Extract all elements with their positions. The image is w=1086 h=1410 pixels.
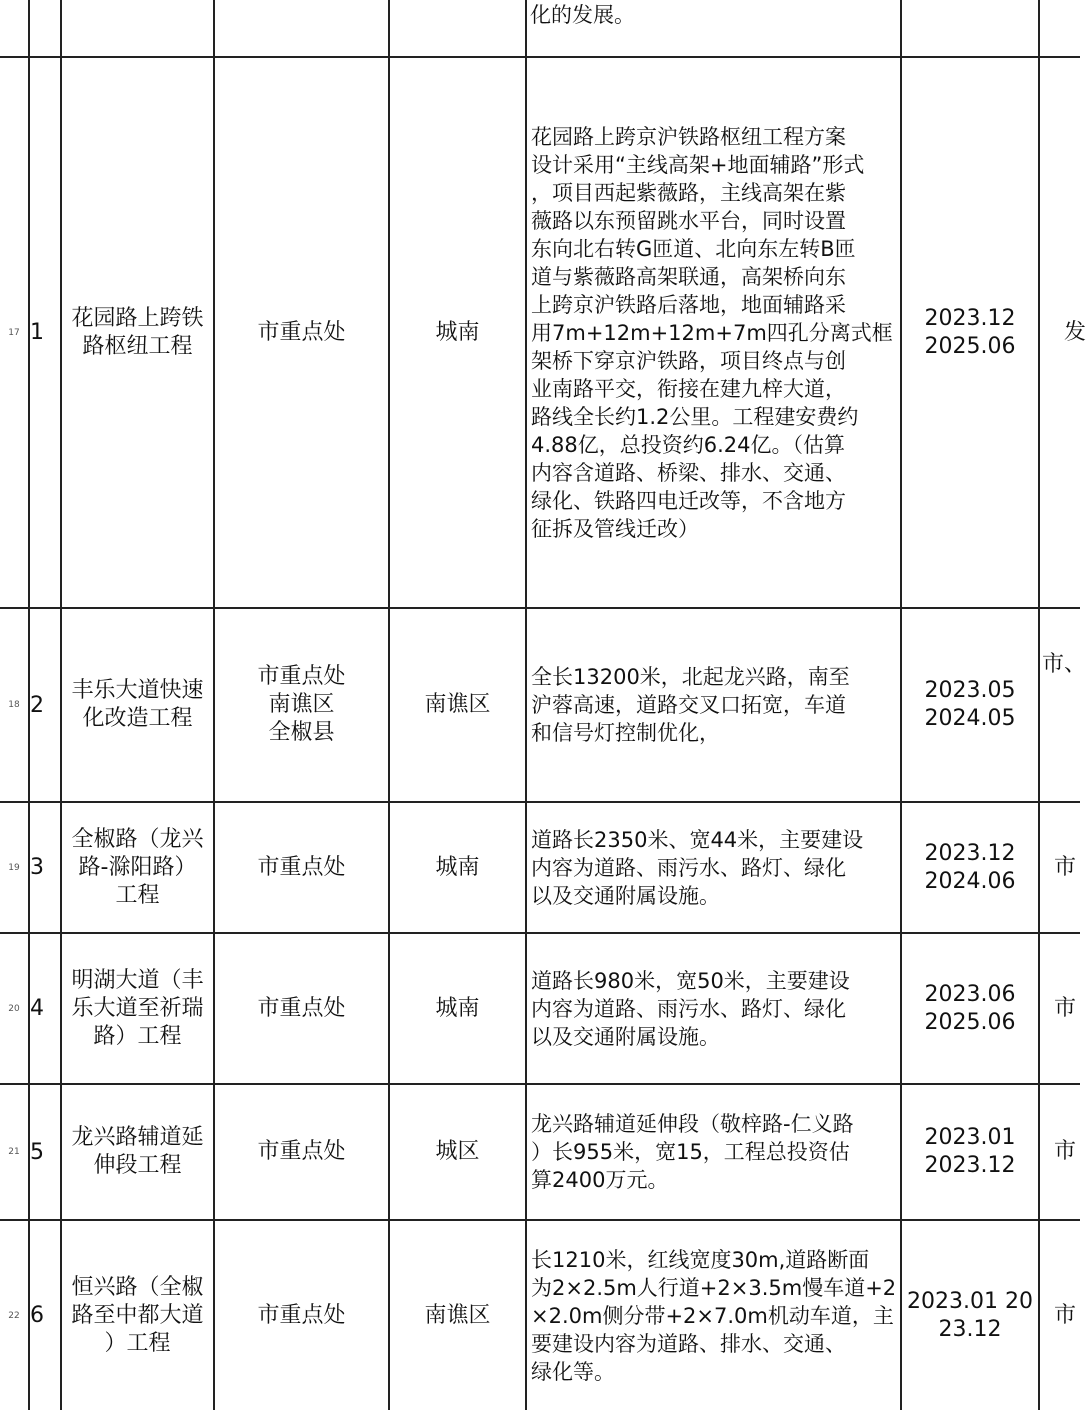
district: 南谯区 bbox=[424, 692, 491, 717]
truncated-column: 市 bbox=[1054, 1302, 1077, 1328]
table-row[interactable] bbox=[0, 1085, 1080, 1219]
truncated-column: 发 bbox=[1064, 319, 1086, 345]
sequence-number: 3 bbox=[30, 855, 44, 880]
sequence-number: 5 bbox=[30, 1139, 44, 1165]
excel-row-number[interactable]: 20 bbox=[8, 1003, 20, 1014]
excel-row-number[interactable]: 18 bbox=[8, 700, 20, 710]
project-description: 长1210米，红线宽度30m,道路断面 为2×2.5m人行道+2×3.5m慢车道+2 ×2.0m侧分带+2×7.0m机动车道，主 要建设内容为道路、排水、交通、 绿化等。 bbox=[531, 1247, 897, 1384]
truncated-column: 市 bbox=[1054, 995, 1077, 1021]
sequence-number: 6 bbox=[30, 1303, 44, 1328]
responsible-unit: 市重点处 南谯区 全椒县 bbox=[257, 664, 346, 745]
project-name: 恒兴路（全椒 路至中都大道 ）工程 bbox=[71, 1274, 204, 1356]
excel-row-number[interactable]: 22 bbox=[8, 1310, 20, 1321]
table-row-partial bbox=[0, 0, 1080, 56]
excel-row-number[interactable]: 21 bbox=[8, 1147, 20, 1157]
sequence-number: 2 bbox=[30, 692, 44, 718]
district: 南谯区 bbox=[424, 1302, 491, 1328]
construction-period: 2023.12 2024.06 bbox=[924, 840, 1016, 894]
sequence-number: 4 bbox=[30, 996, 44, 1021]
construction-period: 2023.06 2025.06 bbox=[924, 981, 1016, 1035]
responsible-unit: 市重点处 bbox=[257, 995, 346, 1021]
construction-period: 2023.01 20 23.12 bbox=[907, 1288, 1033, 1342]
table-row[interactable] bbox=[0, 609, 1086, 801]
project-description: 道路长980米，宽50米，主要建设 内容为道路、雨污水、路灯、绿化 以及交通附属设施。 bbox=[531, 968, 850, 1049]
excel-row-number[interactable]: 17 bbox=[8, 327, 20, 338]
truncated-column: 市 bbox=[1054, 1139, 1077, 1164]
construction-period: 2023.12 2025.06 bbox=[924, 305, 1016, 359]
district: 城南 bbox=[435, 319, 480, 345]
district: 城南 bbox=[435, 854, 480, 880]
excel-row-number[interactable]: 19 bbox=[8, 862, 20, 873]
construction-period: 2023.05 2024.05 bbox=[924, 678, 1016, 731]
responsible-unit: 市重点处 bbox=[257, 1139, 346, 1164]
construction-period: 2023.01 2023.12 bbox=[924, 1125, 1016, 1178]
project-name: 龙兴路辅道延 伸段工程 bbox=[71, 1125, 204, 1178]
project-description: 道路长2350米、宽44米，主要建设 内容为道路、雨污水、路灯、绿化 以及交通附属设施。 bbox=[531, 827, 864, 908]
district: 城南 bbox=[435, 995, 480, 1021]
project-name: 花园路上跨铁 路枢纽工程 bbox=[71, 305, 204, 359]
table-row[interactable] bbox=[0, 934, 1080, 1083]
project-name: 丰乐大道快速 化改造工程 bbox=[71, 678, 204, 731]
project-name: 全椒路（龙兴 路-滁阳路） 工程 bbox=[71, 826, 204, 908]
table-row[interactable] bbox=[0, 803, 1080, 932]
table-row[interactable] bbox=[0, 58, 1086, 607]
description-cell: 化的发展。 bbox=[530, 3, 635, 27]
project-description: 龙兴路辅道延伸段（敬梓路-仁义路 ）长955米，宽15，工程总投资估 算2400万元。 bbox=[531, 1112, 854, 1192]
responsible-unit: 市重点处 bbox=[257, 854, 346, 880]
sequence-number: 1 bbox=[30, 320, 44, 345]
responsible-unit: 市重点处 bbox=[257, 319, 346, 345]
project-name: 明湖大道（丰 乐大道至祈瑞 路）工程 bbox=[71, 967, 204, 1049]
project-description: 花园路上跨京沪铁路枢纽工程方案 设计采用“主线高架+地面辅路”形式 ，项目西起紫薇路，主线高架在紫 薇路以东预留跳水平台，同时设置 东向北右转G匝道、北向东左转B匝 道与紫薇路高架联通，高架桥向东 上跨京沪铁路后落地，地面辅路采 用7m+12m+12m+7m四孔分离式框 架桥下穿京沪铁路，项目终点与创 业南路平交，衔接在建九梓大道， 路线全长约1.2公里。工程建安费约 4.88亿，总投资约6.24亿。（估算 内容含道路、桥梁、排水、交通、 绿化、铁路四电迁改等，不含地方 征拆及管线迁改） bbox=[531, 124, 893, 541]
truncated-column: 市、 bbox=[1042, 652, 1086, 677]
truncated-column: 市 bbox=[1054, 854, 1077, 880]
responsible-unit: 市重点处 bbox=[257, 1302, 346, 1328]
district: 城区 bbox=[435, 1139, 480, 1164]
project-description: 全长13200米，北起龙兴路，南至 沪蓉高速，道路交叉口拓宽，车道 和信号灯控制优化， bbox=[531, 665, 850, 745]
table-row[interactable] bbox=[0, 1221, 1080, 1410]
